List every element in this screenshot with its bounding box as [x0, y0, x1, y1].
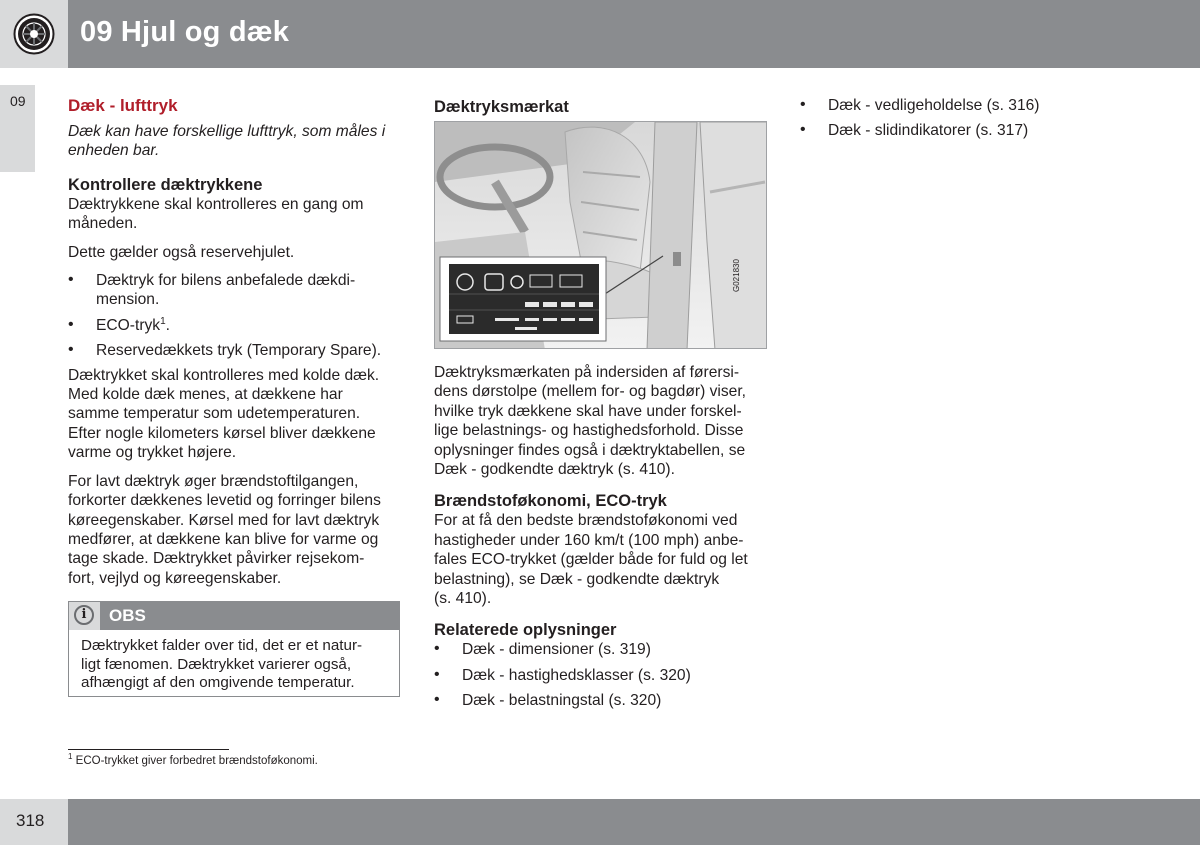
paragraph: For at få den bedste brændstoføkonomi ved hastigheder under 160 km/t (100 mph) anbe- fales ECO-trykket (gælder både for fuld og let belastning), se Dæk - godkendte dæktryk (s. 410). [434, 512, 748, 608]
section-heading: Dæk - lufttryk [68, 96, 178, 115]
figure-heading: Dæktryksmærkat [434, 98, 569, 116]
sub-heading: Brændstoføkonomi, ECO-tryk [434, 492, 667, 511]
list-item: • Reservedækkets tryk (Temporary Spare). [68, 341, 404, 360]
note-box [68, 601, 400, 697]
column-middle [434, 97, 774, 117]
paragraph: Dæktrykket skal kontrolleres med kolde dæk. Med kolde dæk menes, at dækkene har samme temperatur som udetemperaturen. Efter nogle kilometers kørsel bliver dækkene varme og trykket højere. [68, 366, 380, 462]
column-right [800, 96, 1140, 141]
page-number: 318 [16, 811, 45, 830]
chapter-icon-box [0, 0, 68, 68]
chapter-tab [0, 85, 35, 172]
paragraph: Dette gælder også reservehjulet. [68, 243, 295, 261]
list-item: • Dæktryk for bilens anbefalede dækdi- mension. [68, 271, 404, 310]
tire-pressure-label-figure [434, 121, 767, 349]
paragraph: For lavt dæktryk øger brændstoftilgangen, forkorter dækkenes levetid og forringer bilens køreegenskaber. Kørsel med for lavt dæktryk medfører, at dækkene kan blive for varme og tage skade. Dæktrykket påvirker rejsekom- fort, vejlyd og køreegenskaber. [68, 472, 381, 587]
note-text: Dæktrykket falder over tid, det er et natur- ligt fænomen. Dæktrykket varierer også, afhængigt af den omgivende temperatur. [81, 637, 363, 692]
page-number-box [0, 799, 68, 845]
footnote-text: ECO-trykket giver forbedret brændstoføkonomi. [75, 755, 318, 767]
chapter-title: 09 Hjul og dæk [80, 16, 290, 48]
info-icon: i [74, 605, 94, 625]
related-link[interactable]: • Dæk - hastighedsklasser (s. 320) [434, 666, 774, 685]
chapter-tab-label: 09 [10, 93, 26, 109]
paragraph: Dæktryksmærkaten på indersiden af førersi- dens dørstolpe (mellem for- og bagdør) viser, hvilke tryk dækkene skal have under forskel- lige belastnings- og hastighedsforhold. Disse oplysninger findes også i dæktryktabellen, se Dæk - godkendte dæktryk (s. 410). [434, 364, 746, 479]
tire-icon [13, 13, 55, 55]
related-link[interactable]: • Dæk - slidindikatorer (s. 317) [800, 121, 1140, 140]
footnote-rule [68, 749, 229, 750]
footnote-marker: 1 [68, 752, 73, 762]
footnote-ref: 1 [160, 315, 166, 327]
note-icon-box [69, 602, 100, 630]
sub-heading: Kontrollere dæktrykkene [68, 175, 263, 194]
page-footer [0, 799, 1200, 845]
chapter-header [0, 0, 1200, 68]
paragraph: Dæktrykkene skal kontrolleres en gang om måneden. [68, 195, 364, 233]
sub-heading: Relaterede oplysninger [434, 621, 617, 640]
section-intro: Dæk kan have forskellige lufttryk, som måles i enheden bar. [68, 123, 386, 160]
note-header [69, 602, 399, 630]
footnote [68, 752, 318, 767]
list-item: • ECO-tryk$^1$. [68, 316, 404, 335]
figure-code: G021830 [732, 259, 741, 292]
note-label: OBS [109, 606, 146, 625]
related-link[interactable]: • Dæk - belastningstal (s. 320) [434, 691, 774, 710]
related-link[interactable]: • Dæk - dimensioner (s. 319) [434, 640, 774, 659]
column-left [68, 96, 404, 588]
related-link[interactable]: • Dæk - vedligeholdelse (s. 316) [800, 96, 1140, 115]
column-middle-text [434, 363, 774, 711]
car-interior-illustration [435, 122, 767, 349]
